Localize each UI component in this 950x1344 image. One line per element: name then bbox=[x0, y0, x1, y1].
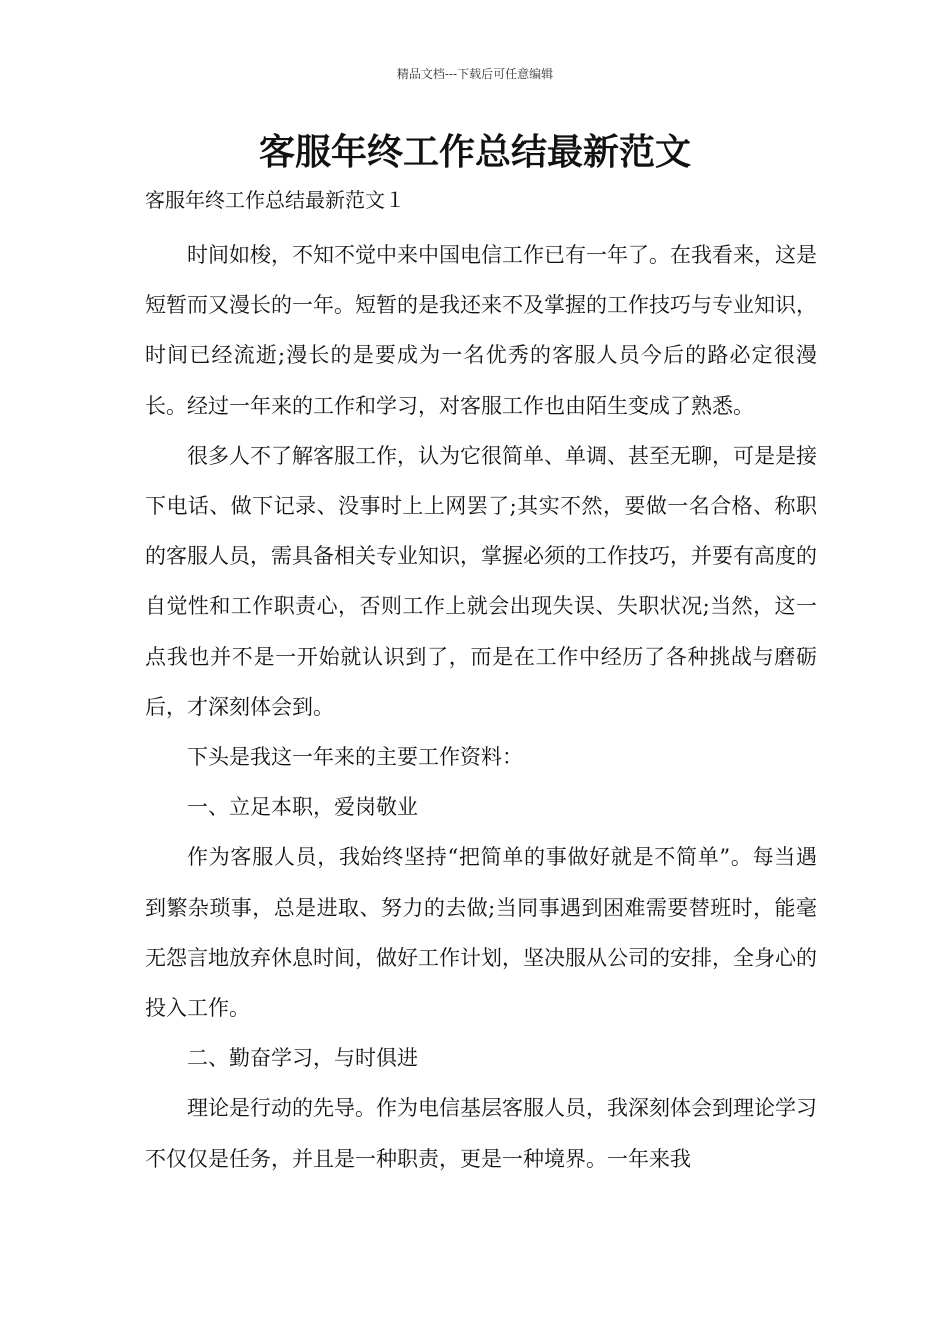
paragraph-dedication: 作为客服人员，我始终坚持“把简单的事做好就是不简单”。每当遇到繁杂琐事，总是进取、努力的去做;当同事遇到困难需要替班时，能毫无怨言地放弃休息时间，做好工作计划，坚决服从公司的安排，全身心的投入工作。 bbox=[145, 845, 817, 1021]
section-heading-2: 二、勤奋学习，与时俱进 bbox=[187, 1046, 418, 1071]
paragraph-intro: 时间如梭，不知不觉中来中国电信工作已有一年了。在我看来，这是短暂而又漫长的一年。短暂的是我还来不及掌握的工作技巧与专业知识，时间已经流逝;漫长的是要成为一名优秀的客服人员今后的路必定很漫长。经过一年来的工作和学习，对客服工作也由陌生变成了熟悉。 bbox=[145, 243, 817, 418]
document-subtitle: 客服年终工作总结最新范文１ bbox=[145, 188, 405, 212]
header-note: 精品文档---下载后可任意编辑 bbox=[396, 67, 554, 81]
paragraph-understanding: 很多人不了解客服工作，认为它很简单、单调、甚至无聊，可是是接下电话、做下记录、没事时上上网罢了;其实不然，要做一名合格、称职的客服人员，需具备相关专业知识，掌握必须的工作技巧，并要有高度的自觉性和工作职责心，否则工作上就会出现失误、失职状况;当然，这一点我也并不是一开始就认识到了，而是在工作中经历了各种挑战与磨砺后，才深刻体会到。 bbox=[145, 443, 817, 719]
document-body bbox=[145, 230, 817, 1184]
document-title: 客服年终工作总结最新范文 bbox=[258, 132, 691, 173]
paragraph-work-overview: 下头是我这一年来的主要工作资料： bbox=[187, 745, 523, 770]
section-heading-1: 一、立足本职，爱岗敬业 bbox=[187, 795, 418, 820]
paragraph-learning: 理论是行动的先导。作为电信基层客服人员，我深刻体会到理论学习不仅仅是任务，并且是一种职责，更是一种境界。一年来我 bbox=[145, 1096, 817, 1171]
